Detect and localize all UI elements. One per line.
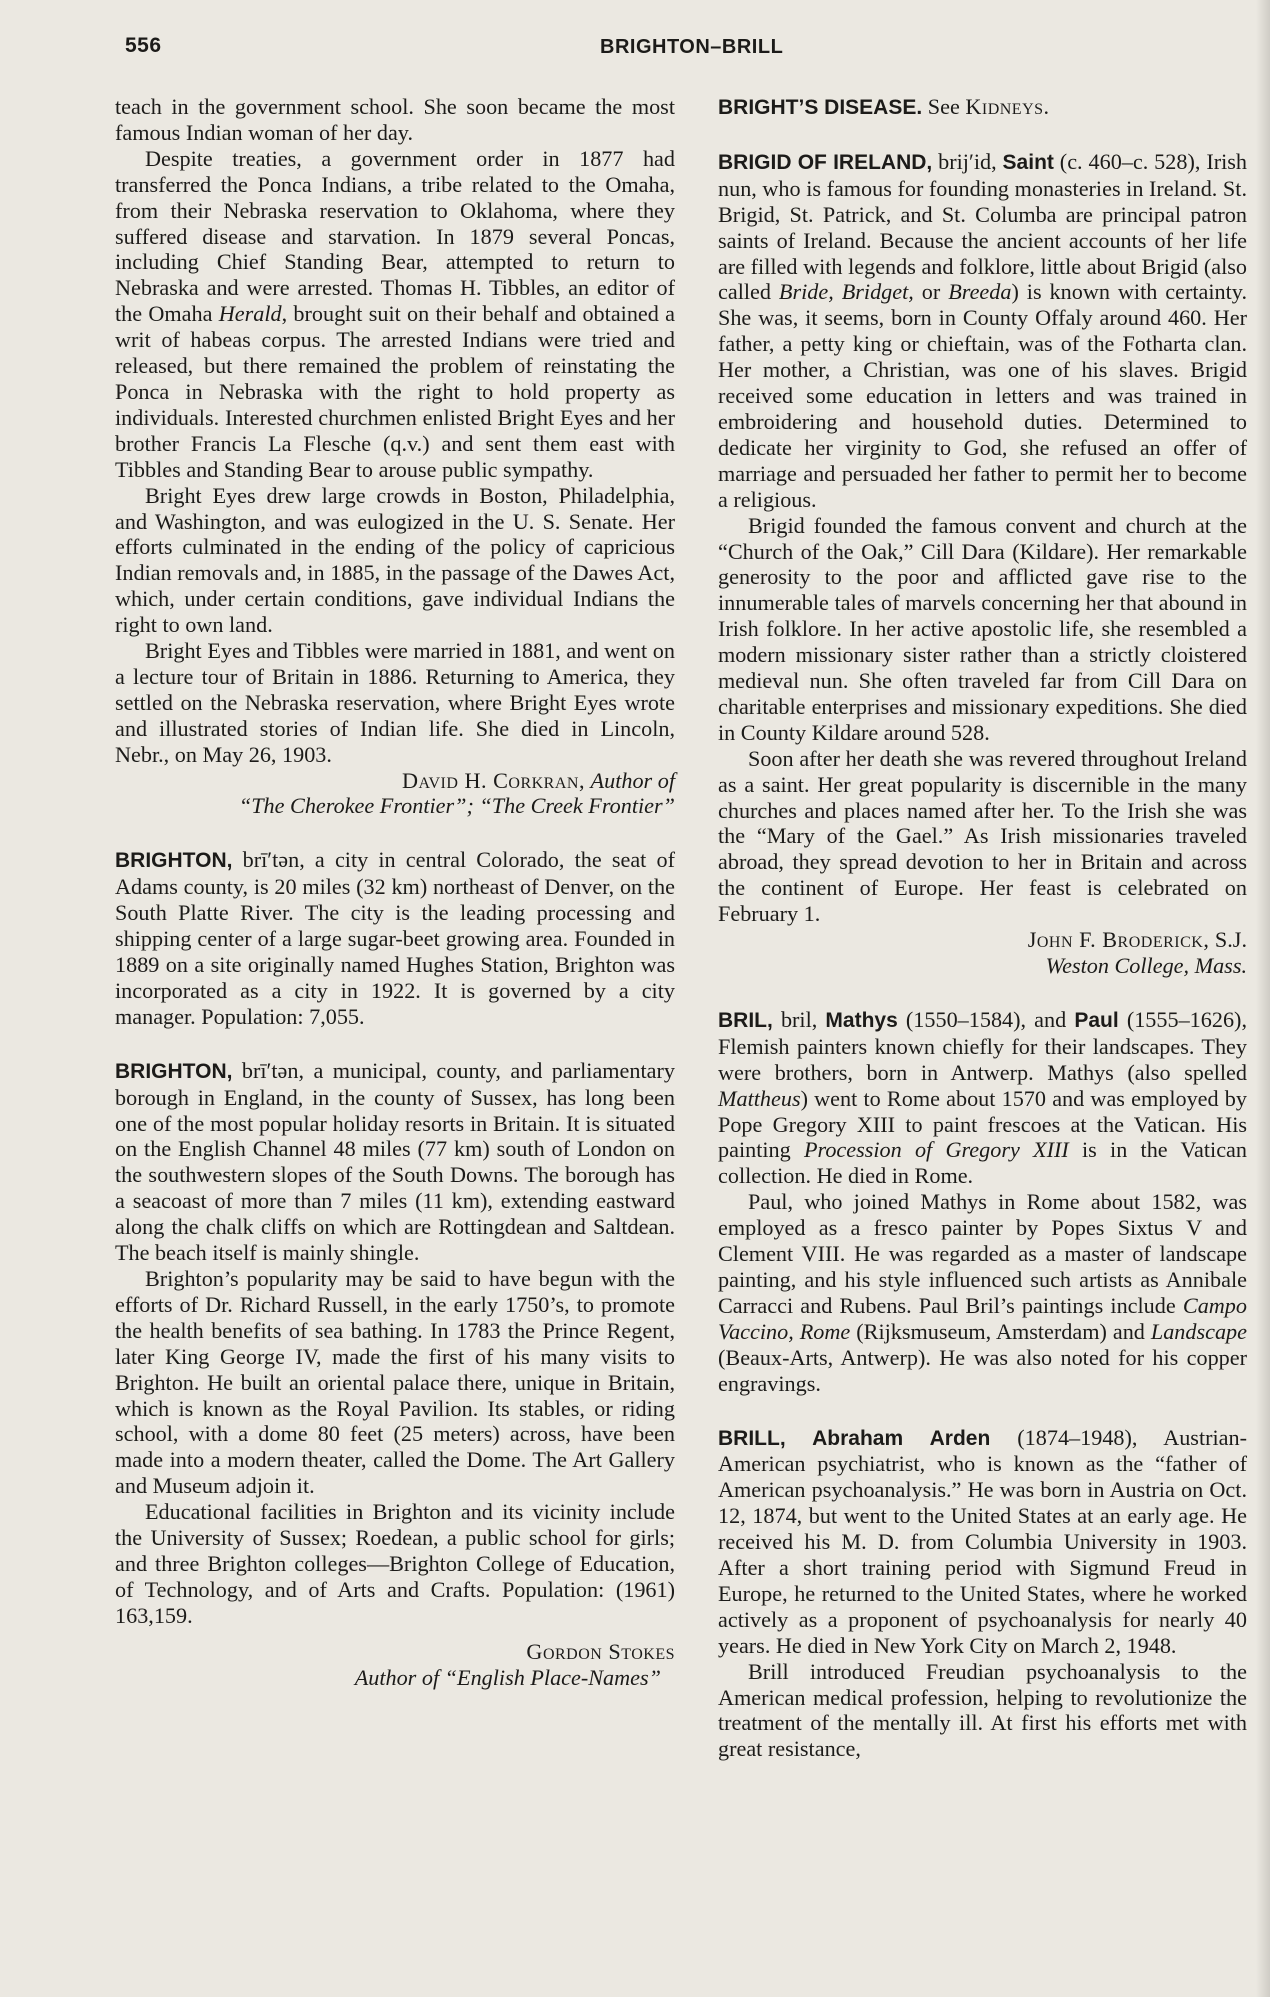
alt-name: Breeda bbox=[948, 279, 1012, 305]
text-run: (1874–1948), Austrian-American psychiatrist, who is known as the “father of American psychoanalysis.” He was born in Austria on Oct. 12, 1874, but went to the United States at an early age. He received his M. D. from Columbia University in 1903. After a short training period with Sigmund Freud in Europe, he returned to the United States, where he worked actively as a proponent of psychoanalysis for nearly 40 years. He died in New York City on March 2, 1948. bbox=[718, 1424, 1247, 1658]
text-run: (c. 460–c. 528), Irish nun, who is famous for founding monasteries in Ireland. St. Brigid, St. Patrick, and St. Columba are principal patron saints of Ireland. Because the ancient accounts of her life are filled with legends and folklore, little about Brigid (also called bbox=[718, 148, 1247, 305]
article-bright-eyes-continued bbox=[115, 94, 675, 819]
artwork-title: Procession of Gregory XIII bbox=[803, 1137, 1069, 1163]
headword: BRILL, Abraham Arden bbox=[718, 1426, 991, 1450]
paragraph bbox=[115, 847, 675, 1029]
headword: BRIGHT’S DISEASE. bbox=[718, 96, 923, 119]
author-role: Author of bbox=[590, 767, 675, 793]
article-brights-disease bbox=[718, 94, 1247, 121]
text-run: , brought suit on their behalf and obtained a writ of habeas corpus. The arrested Indians were tried and released, but there remained the problem of reinstating the Ponca in Nebraska with the right to hold property as individuals. Interested churchmen enlisted Bright Eyes and her brother Francis La Flesche (q.v.) and sent them east with Tibbles and Standing Bear to arouse public sympathy. bbox=[115, 301, 675, 482]
author-signature bbox=[115, 768, 675, 794]
paragraph: teach in the government school. She soon became the most famous Indian woman of her day. bbox=[115, 94, 675, 145]
headword: BRIGHTON, bbox=[115, 1059, 233, 1083]
headword-title: Saint bbox=[1002, 150, 1054, 174]
author-affiliation: Weston College, Mass. bbox=[1045, 953, 1247, 978]
paragraph: Brighton’s popularity may be said to have begun with the efforts of Dr. Richard Russell, in the early 1750’s, to promote the health benefits of sea bathing. In 1783 the Prince Regent, later King George IV, made the first of his many visits to Brighton. He built an oriental palace there, unique in Britain, which is known as the Royal Pavilion. Its stables, or riding school, with a dome 80 feet (25 meters) across, have been made into a modern theater, called the Dome. The Art Gallery and Museum adjoin it. bbox=[115, 1265, 675, 1499]
text-run: See bbox=[922, 94, 966, 119]
paragraph: Educational facilities in Brighton and its vicinity include the University of Sussex; Roedean, a public school for girls; and three Brighton colleges—Brighton College of Education, of Technology, and of Arts and Crafts. Population: (1961) 163,159. bbox=[115, 1499, 675, 1628]
author-name: John F. Broderick, bbox=[1027, 927, 1210, 953]
text-run: ) went to Rome about 1570 and was employed by Pope Gregory XIII to paint frescoes at the Vatican. His painting bbox=[718, 1085, 1247, 1163]
author-works: “The Cherokee Frontier”; “The Creek Frontier” bbox=[238, 793, 675, 819]
article-bril bbox=[718, 1007, 1247, 1397]
paragraph: Brigid founded the famous convent and church at the “Church of the Oak,” Cill Dara (Kildare). Her remarkable generosity to the poor and afflicted gave rise to the innumerable tales of marvels concerning her that abound in Irish folklore. In her active apostolic life, she resembled a modern missionary sister rather than a strictly cloistered medieval nun. She often traveled far from Cill Dara on charitable enterprises and missionary expeditions. She died in County Kildare around 528. bbox=[718, 512, 1247, 745]
paragraph bbox=[115, 146, 675, 483]
artwork-title: Landscape bbox=[1150, 1318, 1247, 1344]
paragraph bbox=[718, 1425, 1247, 1659]
headword-first-name: Mathys bbox=[825, 1008, 898, 1032]
left-column bbox=[115, 94, 675, 1690]
artwork-title: Campo Vaccino, Rome bbox=[718, 1292, 1247, 1344]
paragraph: Bright Eyes drew large crowds in Boston, Philadelphia, and Washington, and was eulogized in the U. S. Senate. Her efforts culminated in the ending of the policy of capricious Indian removals and, in 1885, in the passage of the Dawes Act, which, under certain conditions, gave individual Indians the right to own land. bbox=[115, 482, 675, 638]
article-brigid-of-ireland bbox=[718, 149, 1247, 979]
article-brighton-england bbox=[115, 1058, 675, 1691]
alt-name: Mattheus bbox=[718, 1085, 801, 1111]
headword: BRIL, bbox=[718, 1008, 773, 1032]
pronunciation: brij′id, bbox=[932, 148, 1003, 174]
headword: BRIGID OF IRELAND, bbox=[718, 150, 933, 174]
paragraph: Brill introduced Freudian psychoanalysis to the American medical profession, helping to revolutionize the treatment of the mentally ill. At first his efforts met with great resistance, bbox=[718, 1658, 1247, 1762]
paragraph bbox=[718, 94, 1247, 121]
paragraph: Soon after her death she was revered throughout Ireland as a saint. Her great popularity is discernible in the many churches and places named after her. To the Irish she was the “Mary of the Gael.” As Irish missionaries traveled abroad, they spread devotion to her in Britain and across the continent of Europe. Her feast is celebrated on February 1. bbox=[718, 745, 1247, 927]
page-number: 556 bbox=[125, 34, 162, 57]
author-suffix: S.J. bbox=[1209, 927, 1247, 953]
paragraph: Bright Eyes and Tibbles were married in 1881, and went on a lecture tour of Britain in 1886. Returning to America, they settled on the Nebraska reservation, where Bright Eyes wrote and illustrated stories of Indian life. She died in Lincoln, Nebr., on May 26, 1903. bbox=[115, 638, 675, 767]
paragraph bbox=[115, 1058, 675, 1266]
headword-first-name: Paul bbox=[1074, 1008, 1119, 1032]
text-run: (1555–1626), Flemish painters known chiefly for their landscapes. They were brothers, born in Antwerp. Mathys (also spelled bbox=[718, 1006, 1247, 1085]
author-signature bbox=[718, 927, 1247, 953]
paragraph bbox=[718, 1007, 1247, 1189]
newspaper-title: Herald bbox=[218, 301, 282, 327]
text-run: (1550–1584), and bbox=[897, 1006, 1075, 1032]
text-run: brī′tən, a city in central Colorado, the seat of Adams county, is 20 miles (32 km) northeast of Denver, on the South Platte River. The city is the leading processing and shipping center of a large sugar-beet growing area. Founded in 1889 on a site originally named Hughes Station, Brighton was incorporated as a city in 1922. It is governed by a city manager. Population: 7,055. bbox=[115, 847, 675, 1029]
text-run: ) is known with certainty. She was, it seems, born in County Offaly around 460. Her father, a petty king or chieftain, was of the Fotharta clan. Her mother, a Christian, was one of his slaves. Brigid received some education in letters and was trained in embroidering and household duties. Determined to dedicate her virginity to God, she refused an offer of marriage and persuaded her father to permit her to become a religious. bbox=[718, 279, 1247, 512]
text-run: or bbox=[913, 279, 949, 305]
author-name: David H. Corkran, bbox=[401, 767, 585, 793]
text-run: is in the Vatican collection. He died in Rome. bbox=[718, 1137, 1247, 1189]
text-run: brī′tən, a municipal, county, and parliamentary borough in England, in the county of Sussex, has long been one of the most popular holiday resorts in Britain. It is situated on the English Channel 48 miles (77 km) south of London on the southwestern slopes of the South Downs. The borough has a seacoast of more than 7 miles (11 km), extending eastward along the chalk cliffs on which are Rottingdean and Saltdean. The beach itself is mainly shingle. bbox=[115, 1057, 675, 1266]
article-brill bbox=[718, 1425, 1247, 1763]
pronunciation: bril, bbox=[772, 1006, 826, 1032]
text-run: Paul, who joined Mathys in Rome about 1582, was employed as a fresco painter by Popes Sixtus V and Clement VIII. He was regarded as a master of landscape painting, and his style influenced such artists as Annibale Carracci and Rubens. Paul Bril’s paintings include bbox=[718, 1189, 1247, 1318]
article-brighton-colorado bbox=[115, 847, 675, 1029]
text-run: Despite treaties, a government order in 1877 had transferred the Ponca Indians, a tribe related to the Omaha, from their Nebraska reservation to Oklahoma, where they suffered disease and starvation. In 1879 several Poncas, including Chief Standing Bear, attempted to return to Nebraska and were arrested. Thomas H. Tibbles, an editor of the Omaha bbox=[115, 145, 675, 327]
page-edge-shadow bbox=[1256, 0, 1270, 1997]
headword: BRIGHTON, bbox=[115, 849, 233, 873]
paragraph bbox=[718, 149, 1247, 513]
paragraph bbox=[718, 1189, 1247, 1396]
right-column bbox=[718, 94, 1247, 1762]
text-run: (Rijksmuseum, Amsterdam) and bbox=[850, 1318, 1151, 1344]
author-name: Gordon Stokes bbox=[526, 1638, 675, 1664]
author-role: Author of “English Place-Names” bbox=[354, 1664, 661, 1690]
running-head: BRIGHTON–BRILL bbox=[600, 36, 784, 58]
text-run: (Beaux-Arts, Antwerp). He was also noted for his copper engravings. bbox=[718, 1344, 1247, 1396]
cross-reference: Kidneys. bbox=[965, 94, 1050, 119]
alt-names: Bride, Bridget, bbox=[778, 279, 914, 305]
